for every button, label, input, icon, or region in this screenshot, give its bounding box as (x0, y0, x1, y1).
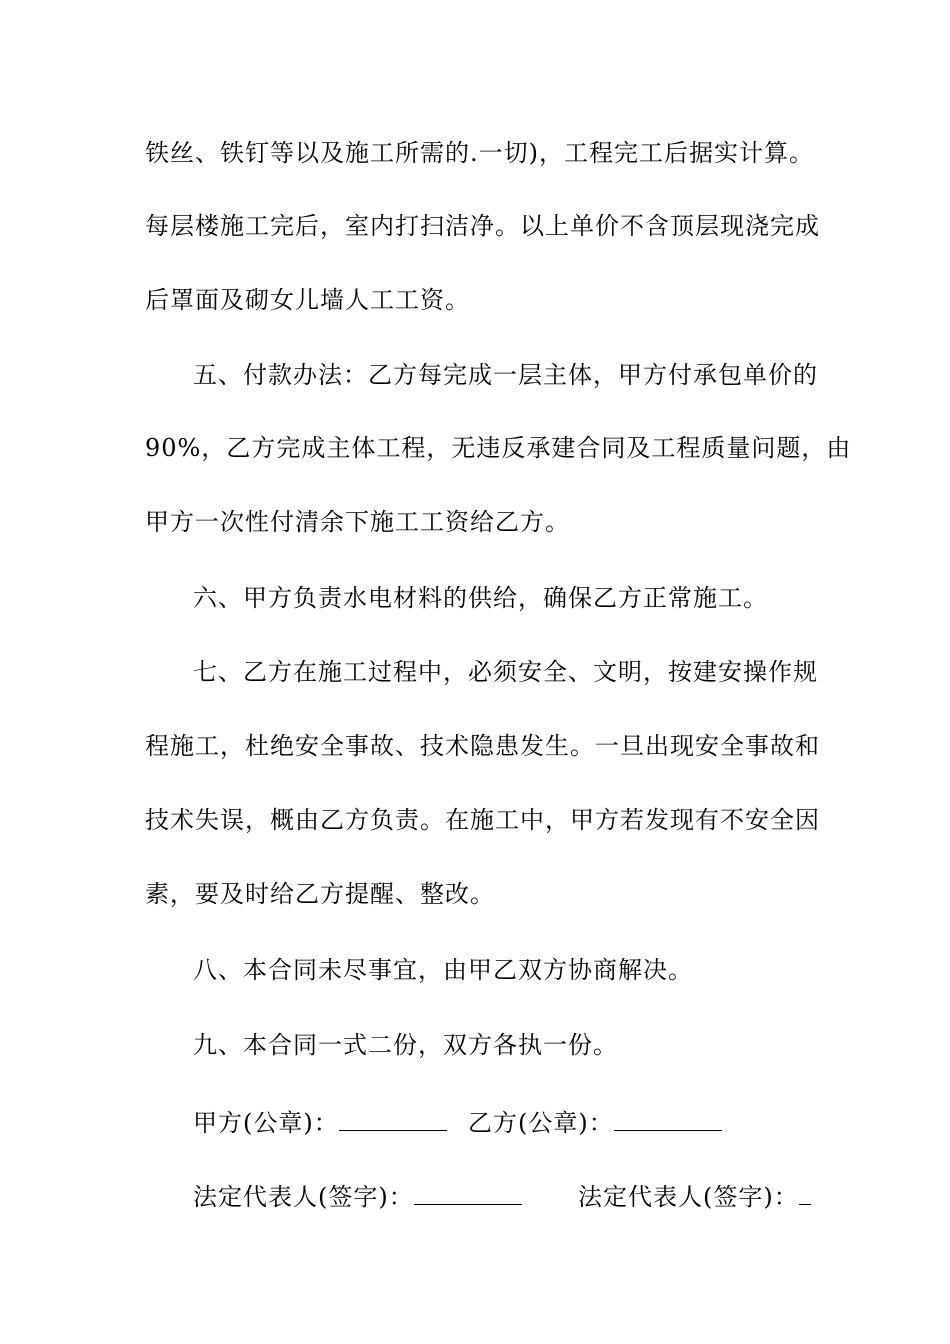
clause-5-line: 甲方一次性付清余下施工工资给乙方。 (145, 508, 570, 536)
clause-7-line: 七、乙方在施工过程中，必须安全、文明，按建安操作规 (193, 658, 818, 686)
party-a-seal-field (193, 1104, 447, 1139)
party-a-seal-label: 甲方(公章)： (193, 1109, 339, 1137)
clause-7-line: 素，要及时给乙方提醒、整改。 (145, 880, 495, 908)
party-b-seal-blank (614, 1104, 722, 1131)
clause-5-line: 五、付款办法：乙方每完成一层主体，甲方付承包单价的 (193, 361, 818, 389)
paragraph-line: 每层楼施工完后，室内打扫洁净。以上单价不含顶层现浇完成 (145, 212, 820, 240)
rep-b-label: 法定代表人(签字)： (578, 1183, 799, 1211)
clause-7-line: 技术失误，概由乙方负责。在施工中，甲方若发现有不安全因 (145, 806, 820, 834)
clause-6-line: 六、甲方负责水电材料的供给，确保乙方正常施工。 (193, 584, 768, 612)
paragraph-line: 后罩面及砌女儿墙人工工资。 (145, 286, 470, 314)
party-a-seal-blank (339, 1104, 447, 1131)
clause-7-line: 程施工，杜绝安全事故、技术隐患发生。一旦出现安全事故和 (145, 732, 820, 760)
rep-b-blank (799, 1178, 811, 1205)
clause-8-line: 八、本合同未尽事宜，由甲乙双方协商解决。 (193, 956, 693, 984)
rep-b-signature-field (578, 1178, 811, 1213)
rep-a-label: 法定代表人(签字)： (193, 1183, 414, 1211)
clause-9-line: 九、本合同一式二份，双方各执一份。 (193, 1031, 618, 1059)
rep-a-signature-field (193, 1178, 522, 1213)
paragraph-line: 铁丝、铁钉等以及施工所需的.一切)，工程完工后据实计算。 (145, 139, 814, 167)
party-b-seal-label: 乙方(公章)： (468, 1109, 614, 1137)
clause-5-line: 90%，乙方完成主体工程，无违反承建合同及工程质量问题，由 (145, 434, 852, 462)
party-b-seal-field (468, 1104, 722, 1139)
rep-a-blank (414, 1178, 522, 1205)
